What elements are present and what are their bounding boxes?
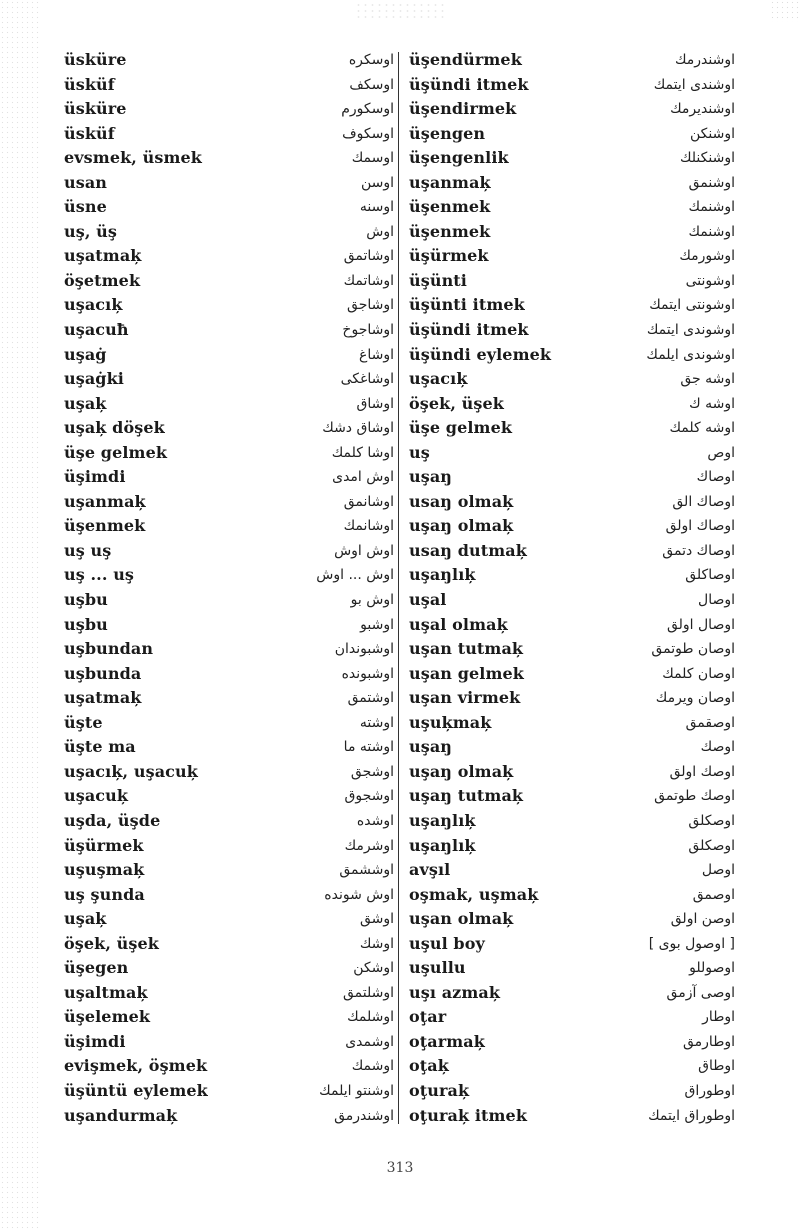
entry-ottoman-script: اوشته	[359, 714, 394, 731]
entry-transliteration: oţaķ	[409, 1056, 449, 1076]
right-column	[409, 48, 735, 1128]
entry-transliteration: uşuķmaķ	[409, 712, 492, 732]
dictionary-entry	[64, 588, 394, 613]
dictionary-entry	[409, 1005, 735, 1030]
entry-ottoman-script: اوصال اولق	[666, 616, 735, 633]
entry-ottoman-script: اوصاك دتمق	[662, 542, 735, 559]
entry-ottoman-script: اوصاك اولق	[665, 518, 735, 535]
entry-transliteration: üşenmek	[409, 221, 491, 241]
dictionary-entry	[409, 932, 735, 957]
entry-ottoman-script: اوصال	[698, 592, 735, 609]
entry-ottoman-script: اوصكلق	[688, 812, 735, 829]
entry-ottoman-script: اوطوراق ايتمك	[648, 1107, 735, 1124]
entry-transliteration: uşbundan	[64, 639, 154, 659]
dictionary-entry	[64, 146, 394, 171]
entry-transliteration: üsküf	[64, 123, 115, 143]
dictionary-entry	[64, 809, 394, 834]
entry-ottoman-script: اوشجق	[350, 763, 394, 780]
top-scan-mark	[355, 2, 445, 22]
entry-ottoman-script: اوصقمق	[685, 714, 735, 731]
dictionary-entry	[64, 392, 394, 417]
entry-ottoman-script: اوسنه	[359, 199, 394, 216]
dictionary-entry	[409, 392, 735, 417]
entry-ottoman-script: اوشاجق	[347, 297, 394, 314]
dictionary-entry	[409, 293, 735, 318]
entry-ottoman-script: اوشنمق	[688, 174, 735, 191]
dictionary-entry	[64, 760, 394, 785]
dictionary-entry	[409, 146, 735, 171]
entry-transliteration: üşe gelmek	[64, 442, 168, 462]
dictionary-entry	[64, 1005, 394, 1030]
dictionary-entry	[64, 613, 394, 638]
entry-ottoman-script: اوشونتى	[685, 272, 735, 289]
dictionary-entry	[64, 441, 394, 466]
dictionary-entry	[409, 858, 735, 883]
dictionary-entry	[409, 760, 735, 785]
entry-ottoman-script: اوشانمق	[343, 493, 394, 510]
entry-transliteration: uşaķ döşek	[64, 418, 165, 438]
entry-ottoman-script: اوشمدى	[345, 1033, 394, 1050]
entry-ottoman-script: اوشا كلمك	[331, 444, 394, 461]
entry-ottoman-script: اوصمق	[692, 886, 735, 903]
dictionary-entry	[64, 858, 394, 883]
entry-transliteration: üşimdi	[64, 1031, 126, 1051]
dictionary-entry	[409, 1054, 735, 1079]
dictionary-entry	[64, 1054, 394, 1079]
dictionary-entry	[64, 834, 394, 859]
entry-transliteration: uş, üş	[64, 221, 118, 241]
entry-transliteration: üşürmek	[64, 835, 144, 855]
entry-ottoman-script: اوشتمق	[347, 690, 394, 707]
dictionary-entry	[409, 343, 735, 368]
entry-ottoman-script: اوشنتو ايلمك	[319, 1082, 394, 1099]
dictionary-entry	[64, 662, 394, 687]
entry-transliteration: uşaŋlıķ	[409, 835, 476, 855]
dictionary-entry	[409, 613, 735, 638]
dictionary-entry	[64, 932, 394, 957]
entry-transliteration: oţarmaķ	[409, 1031, 485, 1051]
entry-ottoman-script: اوشبوندان	[334, 641, 394, 658]
dictionary-entry	[64, 367, 394, 392]
entry-ottoman-script: اوسكورم	[341, 101, 394, 118]
entry-ottoman-script: اوشنمك	[688, 223, 735, 240]
entry-ottoman-script: اوشنمك	[688, 199, 735, 216]
entry-transliteration: uşaŋ tutmaķ	[409, 786, 524, 806]
page-number: 313	[386, 1160, 414, 1176]
dictionary-entry	[409, 1030, 735, 1055]
dictionary-entry	[64, 293, 394, 318]
dictionary-entry	[64, 48, 394, 73]
dictionary-entry	[409, 981, 735, 1006]
entry-transliteration: uşal	[409, 590, 447, 610]
entry-transliteration: usaŋ dutmaķ	[409, 540, 527, 560]
entry-ottoman-script: اوشده	[356, 812, 394, 829]
entry-transliteration: evsmek, üsmek	[64, 148, 202, 168]
entry-transliteration: uşandurmaķ	[64, 1105, 178, 1125]
entry-transliteration: uşaġ	[64, 344, 107, 364]
entry-ottoman-script: اوشوندى ايلمك	[646, 346, 735, 363]
dictionary-entry	[409, 73, 735, 98]
entry-ottoman-script: اوشبو	[360, 616, 394, 633]
entry-ottoman-script: اوشق	[359, 911, 394, 928]
entry-transliteration: öşek, üşek	[64, 933, 159, 953]
entry-ottoman-script: اوسكوف	[342, 125, 394, 142]
dictionary-entry	[64, 563, 394, 588]
dictionary-entry	[409, 907, 735, 932]
entry-ottoman-script: اوصان طوتمق	[651, 641, 735, 658]
dictionary-entry	[64, 735, 394, 760]
dictionary-entry	[409, 318, 735, 343]
dictionary-entry	[409, 588, 735, 613]
entry-ottoman-script: اوص	[707, 444, 735, 461]
dictionary-entry	[409, 220, 735, 245]
dictionary-entry	[64, 97, 394, 122]
entry-ottoman-script: اوشندرمك	[674, 52, 735, 68]
entry-transliteration: üsküre	[64, 99, 127, 119]
entry-ottoman-script: اوشه جق	[680, 371, 735, 388]
entry-ottoman-script: اوطارمق	[683, 1033, 735, 1050]
entry-ottoman-script: اوشاغكى	[340, 371, 394, 388]
entry-transliteration: uşda, üşde	[64, 810, 161, 830]
entry-ottoman-script: اوصل	[701, 862, 735, 879]
entry-transliteration: üşimdi	[64, 467, 126, 487]
top-right-scan-mark	[770, 0, 800, 22]
dictionary-entry	[64, 981, 394, 1006]
dictionary-entry	[64, 269, 394, 294]
entry-ottoman-script: اوشلمك	[347, 1009, 394, 1026]
entry-transliteration: uşaŋ olmaķ	[409, 516, 514, 536]
dictionary-entry	[409, 539, 735, 564]
entry-ottoman-script: اوشانمك	[343, 518, 394, 535]
entry-transliteration: uşbu	[64, 590, 108, 610]
entry-ottoman-script: اوشاتمك	[343, 272, 394, 289]
entry-transliteration: oţuraķ	[409, 1080, 470, 1100]
entry-ottoman-script: اوش بو	[350, 592, 394, 609]
entry-ottoman-script: اوشجوق	[344, 788, 394, 805]
column-divider	[398, 52, 399, 1124]
entry-transliteration: üşürmek	[409, 246, 489, 266]
entry-ottoman-script: اوشه ك	[689, 395, 735, 412]
entry-transliteration: uş uş	[64, 540, 112, 560]
entry-transliteration: üşündi eylemek	[409, 344, 552, 364]
entry-transliteration: üşengenlik	[409, 148, 509, 168]
entry-ottoman-script: اوشه كلمك	[669, 420, 735, 437]
dictionary-entry	[64, 73, 394, 98]
entry-transliteration: uşaķ	[64, 393, 107, 413]
entry-ottoman-script: اوشنديرمك	[670, 101, 735, 118]
entry-ottoman-script: اوشبونده	[341, 665, 394, 682]
dictionary-entry	[64, 195, 394, 220]
entry-ottoman-script: اوصك طوتمق	[654, 788, 735, 805]
entry-transliteration: üşe gelmek	[409, 418, 513, 438]
entry-transliteration: uşaltmaķ	[64, 982, 148, 1002]
entry-ottoman-script: اوسكف	[349, 76, 394, 93]
entry-ottoman-script: اوشنكن	[690, 125, 735, 142]
dictionary-entry	[409, 514, 735, 539]
entry-transliteration: uşaġki	[64, 369, 124, 389]
entry-transliteration: evişmek, öşmek	[64, 1056, 208, 1076]
entry-transliteration: üşendürmek	[409, 50, 522, 69]
dictionary-entry	[64, 686, 394, 711]
entry-ottoman-script: اوطار	[702, 1009, 735, 1026]
dictionary-entry	[409, 1104, 735, 1129]
entry-ottoman-script: اوصكلق	[688, 837, 735, 854]
dictionary-entry	[409, 416, 735, 441]
entry-ottoman-script: اوصك	[700, 739, 735, 756]
entry-ottoman-script: اوصان كلمك	[662, 665, 735, 682]
dictionary-entry	[64, 514, 394, 539]
entry-transliteration: uş ... uş	[64, 565, 135, 585]
dictionary-entry	[409, 97, 735, 122]
entry-transliteration: uşan tutmaķ	[409, 639, 524, 659]
entry-transliteration: üşünti	[409, 270, 467, 290]
entry-transliteration: üşenmek	[64, 516, 146, 536]
entry-transliteration: uşullu	[409, 958, 466, 978]
dictionary-entry	[64, 711, 394, 736]
entry-transliteration: uşaŋlıķ	[409, 810, 476, 830]
entry-ottoman-script: اوسن	[360, 174, 394, 191]
entry-transliteration: uşacıķ	[64, 295, 123, 315]
entry-ottoman-script: اوصاك الق	[672, 493, 735, 510]
dictionary-entry	[409, 367, 735, 392]
entry-transliteration: uşacıķ	[409, 369, 468, 389]
entry-ottoman-script: اوشاجوخ	[342, 322, 394, 339]
entry-ottoman-script: اوطوراق	[684, 1082, 735, 1099]
entry-transliteration: üsküre	[64, 50, 127, 69]
dictionary-entry	[64, 1079, 394, 1104]
entry-ottoman-script: اوصان ويرمك	[655, 690, 735, 707]
dictionary-entry	[409, 244, 735, 269]
entry-ottoman-script: اوصاك	[696, 469, 735, 486]
entry-transliteration: oşmak, uşmaķ	[409, 884, 539, 904]
entry-ottoman-script: اوشاق	[356, 395, 394, 412]
entry-ottoman-script: اوش اوش	[334, 542, 394, 559]
entry-ottoman-script: اوصوللو	[689, 960, 735, 977]
entry-transliteration: uşal olmaķ	[409, 614, 508, 634]
entry-ottoman-script: اوصك اولق	[669, 763, 735, 780]
entry-transliteration: uşanmaķ	[409, 172, 491, 192]
dictionary-entry	[64, 907, 394, 932]
dictionary-entry	[64, 539, 394, 564]
entry-transliteration: uşanmaķ	[64, 491, 146, 511]
entry-transliteration: uşaŋ olmaķ	[409, 761, 514, 781]
dictionary-entry	[64, 784, 394, 809]
dictionary-entry	[409, 171, 735, 196]
entry-transliteration: üşte ma	[64, 737, 136, 757]
dictionary-entry	[409, 563, 735, 588]
dictionary-entry	[409, 441, 735, 466]
entry-ottoman-script: اوطاق	[698, 1058, 735, 1075]
entry-ottoman-script: اوشلتمق	[342, 984, 394, 1001]
entry-ottoman-script: اوشنكنلك	[680, 150, 735, 167]
dictionary-entry	[409, 195, 735, 220]
left-column	[64, 48, 394, 1128]
entry-transliteration: üşengen	[409, 123, 486, 143]
entry-transliteration: oţuraķ itmek	[409, 1105, 528, 1125]
entry-transliteration: uş şunda	[64, 884, 145, 904]
dictionary-entry	[409, 490, 735, 515]
entry-transliteration: öşetmek	[64, 270, 141, 290]
entry-ottoman-script: اوسمك	[351, 150, 394, 167]
entry-ottoman-script: اوشوندى ايتمك	[646, 322, 735, 339]
dictionary-entry	[409, 711, 735, 736]
entry-ottoman-script: اوشك	[359, 935, 394, 952]
entry-ottoman-script: اوشته ما	[343, 739, 394, 756]
entry-transliteration: uşacuķ	[64, 786, 129, 806]
dictionary-entry	[409, 637, 735, 662]
entry-transliteration: uşaŋ	[409, 467, 453, 487]
entry-ottoman-script: اوشمك	[351, 1058, 394, 1075]
dictionary-entry	[64, 956, 394, 981]
entry-transliteration: uşacıķ, uşacuķ	[64, 761, 198, 781]
entry-ottoman-script: اوشاتمق	[343, 248, 394, 265]
entry-ottoman-script: اوصى آزمق	[666, 984, 735, 1001]
entry-ottoman-script: اوش ... اوش	[316, 567, 394, 584]
entry-ottoman-script: اوش	[366, 223, 394, 240]
dictionary-entry	[409, 784, 735, 809]
dictionary-entry	[409, 834, 735, 859]
dictionary-entry	[64, 883, 394, 908]
entry-transliteration: üşelemek	[64, 1007, 151, 1027]
dictionary-entry	[409, 735, 735, 760]
entry-transliteration: üşegen	[64, 958, 129, 978]
entry-transliteration: üşte	[64, 712, 103, 732]
entry-ottoman-script: اوشاغ	[359, 346, 394, 363]
entry-ottoman-script: اوش شونده	[324, 886, 394, 903]
entry-transliteration: uşaŋ	[409, 737, 453, 757]
entry-ottoman-script: اوششمق	[339, 862, 394, 879]
dictionary-entry	[409, 122, 735, 147]
dictionary-entry	[64, 244, 394, 269]
entry-ottoman-script: اوشندى ايتمك	[653, 76, 735, 93]
entry-ottoman-script: اوش امدى	[332, 469, 394, 486]
entry-transliteration: usaŋ olmaķ	[409, 491, 514, 511]
dictionary-entry	[64, 220, 394, 245]
entry-ottoman-script: اوصاكلق	[685, 567, 735, 584]
entry-transliteration: uşuşmaķ	[64, 860, 145, 880]
entry-transliteration: üşünti itmek	[409, 295, 525, 315]
entry-ottoman-script: اوشونتى ايتمك	[649, 297, 735, 314]
entry-transliteration: uşbunda	[64, 663, 142, 683]
entry-transliteration: üşendirmek	[409, 99, 517, 119]
entry-transliteration: uşan olmaķ	[409, 909, 514, 929]
dictionary-entry	[64, 318, 394, 343]
dictionary-entry	[409, 956, 735, 981]
scan-edge-texture	[0, 0, 40, 1229]
entry-transliteration: uşacuħ	[64, 320, 129, 340]
entry-ottoman-script: اوشندرمق	[334, 1107, 394, 1124]
entry-ottoman-script: [ اوصول بوى ]	[648, 935, 735, 952]
dictionary-entry	[409, 48, 735, 73]
entry-transliteration: üşüntü eylemek	[64, 1080, 208, 1100]
dictionary-entry	[409, 465, 735, 490]
entry-transliteration: üsne	[64, 197, 107, 217]
dictionary-entry	[64, 490, 394, 515]
entry-transliteration: uşatmaķ	[64, 688, 142, 708]
dictionary-entry	[64, 465, 394, 490]
entry-transliteration: avşıl	[409, 860, 451, 880]
entry-transliteration: usan	[64, 172, 108, 192]
entry-ottoman-script: اوشورمك	[679, 248, 735, 265]
dictionary-entry	[64, 122, 394, 147]
dictionary-entry	[64, 1030, 394, 1055]
entry-transliteration: üşenmek	[409, 197, 491, 217]
dictionary-entry	[64, 1104, 394, 1129]
entry-transliteration: uşan gelmek	[409, 663, 524, 683]
entry-transliteration: uşı azmaķ	[409, 982, 501, 1002]
entry-ottoman-script: اوشكن	[353, 960, 394, 977]
entry-transliteration: uş	[409, 442, 430, 462]
dictionary-entry	[409, 269, 735, 294]
entry-ottoman-script: اوشرمك	[344, 837, 394, 854]
entry-transliteration: uşan virmek	[409, 688, 521, 708]
entry-ottoman-script: اوسكره	[348, 52, 394, 68]
dictionary-entry	[409, 662, 735, 687]
entry-transliteration: uşaŋlıķ	[409, 565, 476, 585]
entry-transliteration: uşaķ	[64, 909, 107, 929]
dictionary-entry	[409, 809, 735, 834]
entry-transliteration: uşbu	[64, 614, 108, 634]
dictionary-entry	[409, 883, 735, 908]
entry-transliteration: üşündi itmek	[409, 74, 529, 94]
entry-transliteration: uşatmaķ	[64, 246, 142, 266]
entry-transliteration: oţar	[409, 1007, 447, 1027]
entry-ottoman-script: اوشاق دشك	[322, 420, 394, 437]
entry-transliteration: öşek, üşek	[409, 393, 504, 413]
dictionary-entry	[64, 343, 394, 368]
entry-ottoman-script: اوصن اولق	[670, 911, 735, 928]
entry-transliteration: uşul boy	[409, 933, 485, 953]
dictionary-entry	[64, 416, 394, 441]
dictionary-entry	[409, 1079, 735, 1104]
dictionary-entry	[409, 686, 735, 711]
entry-transliteration: üşündi itmek	[409, 320, 529, 340]
dictionary-entry	[64, 637, 394, 662]
entry-transliteration: üsküf	[64, 74, 115, 94]
dictionary-entry	[64, 171, 394, 196]
